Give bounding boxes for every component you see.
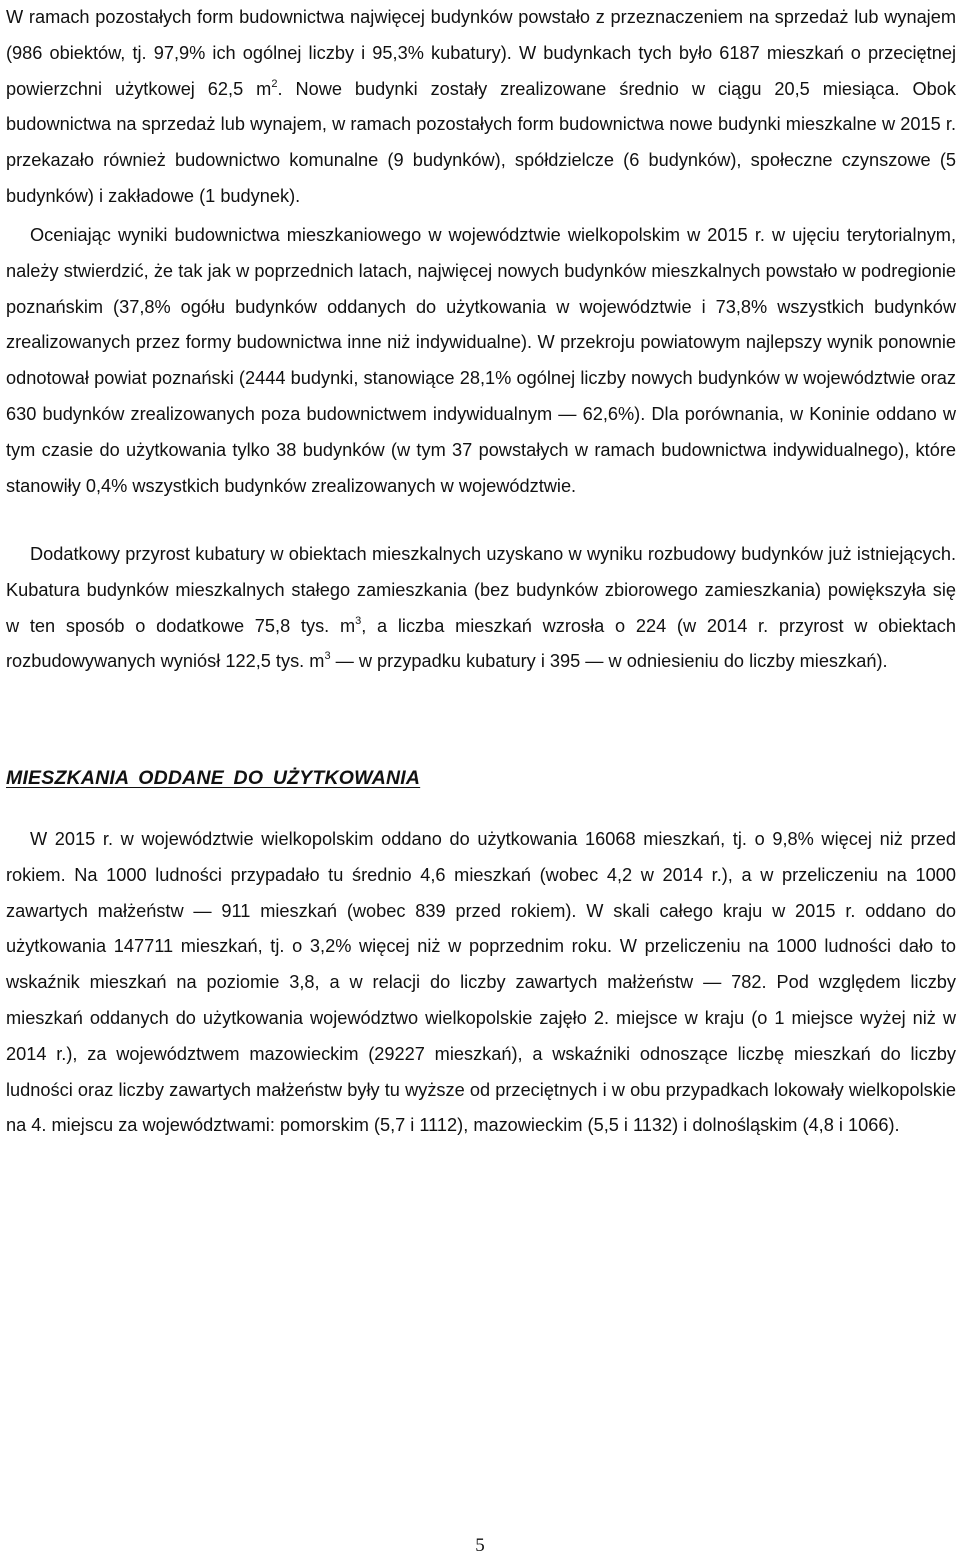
paragraph-additional-volume bbox=[6, 537, 956, 680]
paragraph-text-part: Dodatkowy przyrost kubatury w obiektach mieszkalnych uzyskano w wyniku rozbudowy budynków już istniejących. Kubatura budynków mieszkalnych stałego zamieszkania (bez budynków zbiorowego zamieszkania) powiększyła się w ten sposób o dodatkowe 75,8 tys. m bbox=[6, 544, 956, 636]
paragraph-text-part: W ramach pozostałych form budownictwa najwięcej budynków powstało z przeznaczeniem na sprzedaż lub wynajem (986 obiektów, tj. 97,9% ich ogólnej liczby i 95,3% kubatury). W budynkach tych było 6187 mieszkań o przeciętnej powierzchni użytkowej 62,5 m bbox=[6, 7, 956, 99]
paragraph-text-part: — w przypadku kubatury i 395 — w odniesieniu do liczby mieszkań). bbox=[330, 651, 888, 672]
paragraph-text-part: . Nowe budynki zostały zrealizowane średnio w ciągu 20,5 miesiąca. Obok budownictwa na sprzedaż lub wynajem, w ramach pozostałych form budownictwa nowe budynki mieszkalne w 2015 r. przekazało również budownictwo komunalne (9 budynków), spółdzielcze (6 budynków), społeczne czynszowe (5 budynków) i zakładowe (1 budynek). bbox=[6, 78, 956, 206]
paragraph-dwellings-completed bbox=[6, 822, 956, 1144]
section-heading: MIESZKANIA ODDANE DO UŻYTKOWANIA bbox=[6, 767, 421, 789]
paragraph-other-forms bbox=[6, 0, 956, 215]
paragraph-text: Oceniając wyniki budownictwa mieszkaniowego w województwie wielkopolskim w 2015 r. w ujęciu terytorialnym, należy stwierdzić, że tak jak w poprzednich latach, najwięcej nowych budynków mieszkalnych powstało w podregionie poznańskim (37,8% ogółu budynków oddanych do użytkowania w województwie i 73,8% wszystkich budynków zrealizowanych przez formy budownictwa inne niż indywidualne). W przekroju powiatowym najlepszy wynik ponownie odnotował powiat poznański (2444 budynki, stanowiące 28,1% ogólnej liczby nowych budynków w województwie oraz 630 budynków zrealizowanych poza budownictwem indywidualnym — 62,6%). Dla porównania, w Koninie oddano w tym czasie do użytkowania tylko 38 budynków (w tym 37 powstałych w ramach budownictwa indywidualnego), które stanowiły 0,4% wszystkich budynków zrealizowanych w województwie. bbox=[6, 225, 956, 496]
superscript-exponent: 2 bbox=[271, 77, 278, 90]
superscript-exponent: 3 bbox=[324, 650, 331, 663]
page-number: 5 bbox=[475, 1535, 485, 1556]
superscript-exponent: 3 bbox=[355, 614, 362, 627]
paragraph-territorial-analysis bbox=[6, 218, 956, 504]
paragraph-text-part: , a liczba mieszkań wzrosła o 224 (w 2014 r. przyrost w obiektach rozbudowywanych wyniósł 122,5 tys. m bbox=[6, 615, 957, 672]
paragraph-text: W 2015 r. w województwie wielkopolskim oddano do użytkowania 16068 mieszkań, tj. o 9,8% więcej niż przed rokiem. Na 1000 ludności przypadało tu średnio 4,6 mieszkań (wobec 4,2 w 2014 r.), a w przeliczeniu na 1000 zawartych małżeństw — 911 mieszkań (wobec 839 przed rokiem). W skali całego kraju w 2015 r. oddano do użytkowania 147711 mieszkań, tj. o 3,2% więcej niż w poprzednim roku. W przeliczeniu na 1000 ludności dało to wskaźnik mieszkań na poziomie 3,8, a w relacji do liczby zawartych małżeństw — 782. Pod względem liczby mieszkań oddanych do użytkowania województwo wielkopolskie zajęło 2. miejsce w kraju (o 1 miejsce wyżej niż w 2014 r.), za województwem mazowieckim (29227 mieszkań), a wskaźniki odnoszące liczbę mieszkań do liczby ludności oraz liczby zawartych małżeństw były tu wyższe od przeciętnych i w obu przypadkach lokowały wielkopolskie na 4. miejscu za województwami: pomorskim (5,7 i 1112), mazowieckim (5,5 i 1132) i dolnośląskim (4,8 i 1066). bbox=[6, 829, 956, 1136]
